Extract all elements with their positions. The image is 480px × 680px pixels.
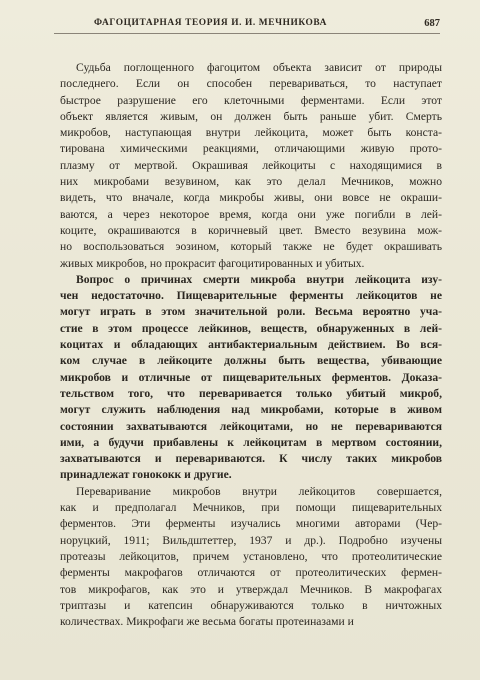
text-line: Вопрос о причинах смерти микроба внутри лейкоцита изу- <box>76 272 442 286</box>
text-line: ком случае в лейкоците должны быть вещества, убивающие <box>60 354 442 368</box>
text-line: могут играть в этом значительной роли. Весьма вероятно уча- <box>60 305 442 319</box>
text-line: могут служить наблюдения над микробами, которые в живом <box>60 403 442 417</box>
text-line: последнего. Если он способен перевариваться, то наступает <box>60 77 442 91</box>
text-line: норуцкий, 1911; Вильдштеттер, 1937 и др.). Подробно изучены <box>60 533 442 547</box>
paragraph <box>60 272 442 484</box>
text-line: ими, а будучи прибавлены к лейкоцитам в мертвом состоянии, <box>60 435 442 449</box>
page-header <box>54 18 440 32</box>
paragraph <box>60 60 442 272</box>
text-line: чен недостаточно. Пищеварительные ферменты лейкоцитов не <box>60 289 442 303</box>
text-line: быстрое разрушение его клеточными ферментами. Если этот <box>60 93 442 107</box>
text-line: плазму от мертвой. Окрашивая лейкоциты с находящимися в <box>60 158 442 172</box>
running-title: ФАГОЦИТАРНАЯ ТЕОРИЯ И. И. МЕЧНИКОВА <box>94 18 328 28</box>
text-line: захватываются и перевариваются. К числу таких микробов <box>60 452 442 466</box>
text-line: количествах. Микрофаги же весьма богаты протеиназами и <box>60 615 354 629</box>
text-line: тирована химическими реакциями, отличающими живую прото- <box>60 142 442 156</box>
text-line: состоянии захватываются лейкоцитами, но не перевариваются <box>60 419 442 433</box>
text-line: микробов и отличные от пищеварительных ферментов. Доказа- <box>60 370 442 384</box>
header-rule <box>54 33 440 34</box>
text-line: ваются, а через некоторое время, когда они уже погибли в лей- <box>60 207 442 221</box>
text-line: стие в этом процессе лейкинов, веществ, обнаруженных в лей- <box>60 321 442 335</box>
text-line: протеазы лейкоцитов, причем установлено, что протеолитические <box>60 549 442 563</box>
text-line: ферментов. Эти ферменты изучались многими авторами (Чер- <box>60 517 442 531</box>
text-line: микробов, наступающая внутри лейкоцита, может быть конста- <box>60 126 442 140</box>
text-line: тельством того, что переваривается только убитый микроб, <box>60 386 442 400</box>
text-line: Судьба поглощенного фагоцитом объекта зависит от природы <box>76 61 442 74</box>
text-line: них микробами везувином, как это делал Мечников, можно <box>60 175 442 189</box>
text-line: коците, окрашиваются в коричневый цвет. Вместо везувина мож- <box>60 223 442 237</box>
body-text <box>60 60 442 630</box>
text-line: коцитах и обладающих антибактериальным действием. Во вся- <box>60 338 442 352</box>
page-number: 687 <box>424 18 440 29</box>
text-line: объект является живым, он должен быть раньше убит. Смерть <box>60 109 442 123</box>
paragraph <box>60 484 442 631</box>
text-line: живых микробов, но прокрасит фагоцитированных и убитых. <box>60 256 365 270</box>
text-line: Переваривание микробов внутри лейкоцитов совершается, <box>76 484 442 498</box>
text-line: как и предполагал Мечников, при помощи пищеварительных <box>60 501 442 515</box>
text-line: принадлежат гонококк и другие. <box>60 468 232 482</box>
text-line: триптазы и катепсин обнаруживаются только в ничтожных <box>60 598 442 612</box>
text-line: тов микрофагов, как это и утверждал Мечников. В макрофагах <box>60 582 442 596</box>
text-line: видеть, что вначале, когда микробы живы, они вовсе не окраши- <box>60 191 442 205</box>
text-line: ферменты макрофагов отличаются от протеолитических фермен- <box>60 566 442 580</box>
text-line: но воспользоваться эозином, который также не будет окрашивать <box>60 240 442 254</box>
